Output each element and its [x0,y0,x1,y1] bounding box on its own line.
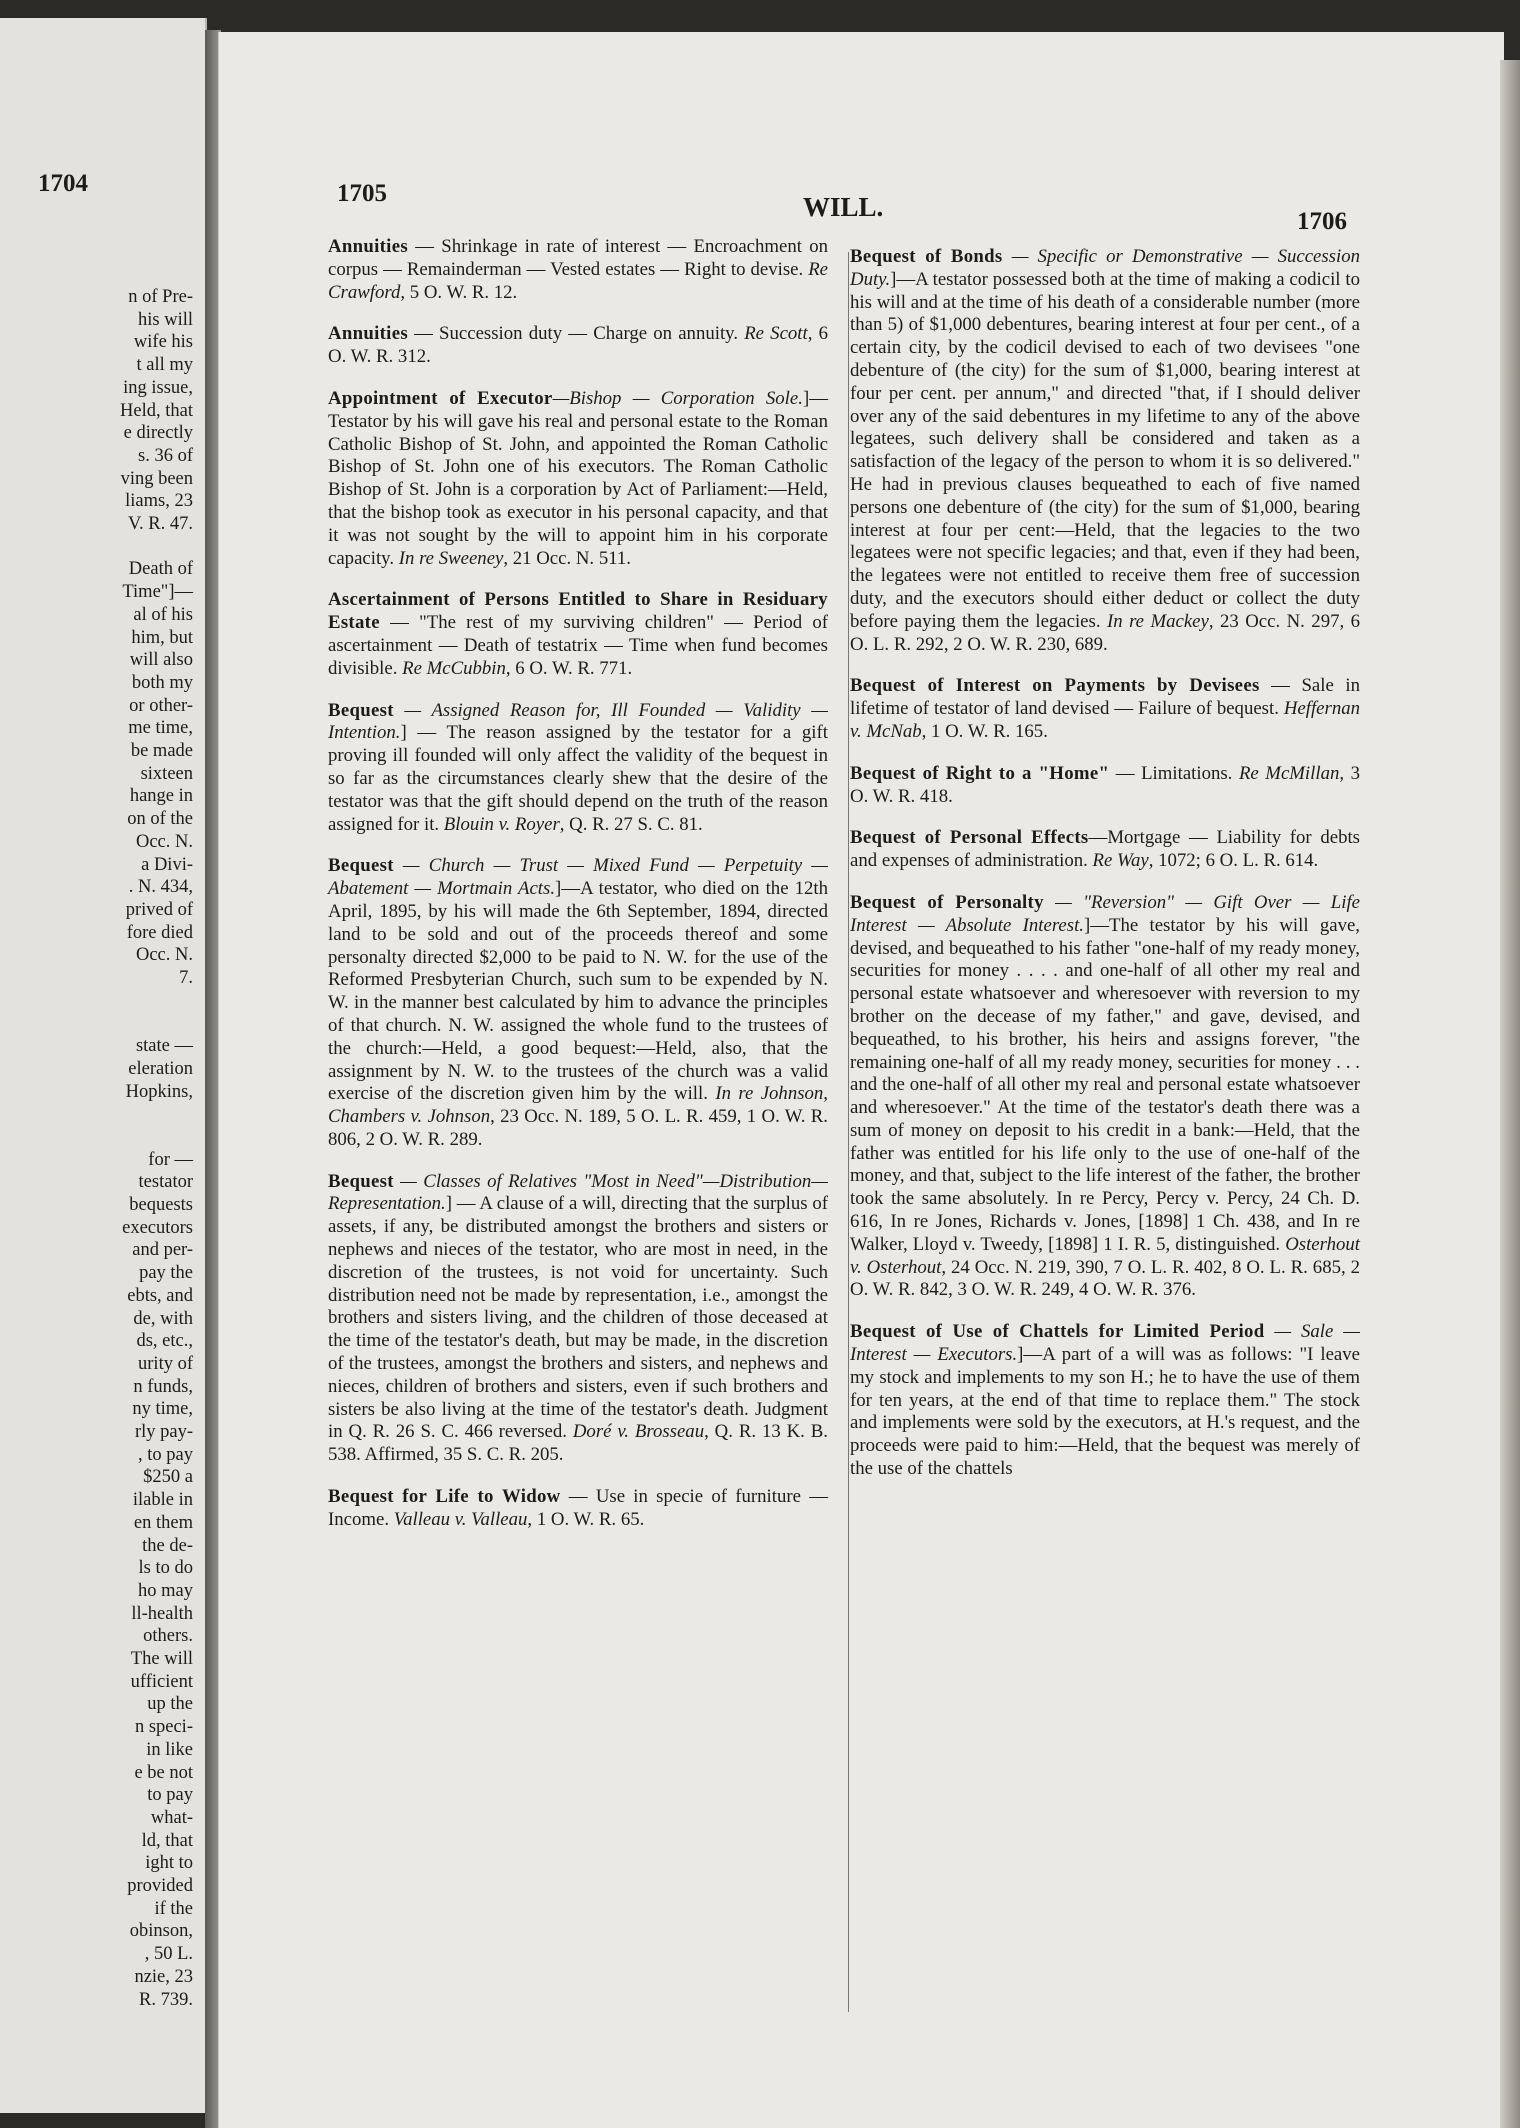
left-page-fragment: obinson, [129,1921,193,1942]
entry-tail: , 24 Occ. N. 219, 390, 7 O. L. R. 402, 8 O. L. R. 685, 2 O. W. R. 842, 3 O. W. R. 249, 4 O. W. R. 376. [850,1256,1361,1301]
left-page-fragment: ny time, [132,1399,193,1420]
entry-head: Bequest [328,699,394,721]
column-left [328,236,828,1551]
left-page-fragment: ls to do [138,1558,193,1579]
left-page-fragment: fore died [126,922,193,943]
entry-tail: , Q. R. 27 S. C. 81. [559,813,703,835]
entry-cite: Re Crawford [328,258,828,303]
left-page-fragment: or other- [129,695,193,716]
page-number-right: 1706 [1297,208,1347,235]
entry-body: ] — A clause of a will, directing that the surplus of assets, if any, be distributed amongst the brothers and sisters or nephews and nieces of the testator, who are most in need, in the discretion of the trustees, is not void for uncertainty. Such distribution need not be made by representation, i.e., amongst the brothers and sisters living, and the children of those deceased at the time of the testator's death, but may be made, in the discretion of the trustees, amongst the brothers and sisters, and nephews and nieces, children of brothers and sisters, even if such brothers and sisters be also living at the time of the testator's death. Judgment in Q. R. 26 S. C. 466 reversed. [328,1193,828,1443]
digest-entry [328,1486,828,1532]
left-page-fragment: n funds, [133,1376,193,1397]
left-page-fragment: the de- [142,1535,193,1556]
digest-entry [328,323,828,369]
digest-entry [850,1321,1360,1481]
left-page-fragment: nzie, 23 [134,1966,193,1987]
digest-entry [328,1171,828,1467]
entry-cite: Re Way [1092,850,1149,872]
entry-body: — "The rest of my surviving children" — Period of ascertainment — Death of testatrix — Time when fund becomes divisible. [328,612,828,679]
left-page-fragment: ll-health [131,1603,193,1624]
digest-entry [850,675,1360,743]
digest-entry [850,763,1360,809]
left-page-fragment: on of the [127,809,193,830]
digest-entry [328,589,828,680]
entry-tail: , 6 O. W. R. 312. [328,323,829,368]
entry-cite: Blouin v. Royer [443,813,560,835]
left-page-fragment: bequests [129,1195,193,1215]
column-divider [848,252,849,2012]
digest-entry [328,855,828,1151]
page-number-left: 1705 [337,180,387,207]
entry-tail: , 3 O. W. R. 418. [850,762,1360,807]
entry-cite: In re Sweeney [398,547,504,569]
left-page-fragment: testator [138,1172,193,1193]
entry-head: Bequest of Right to a "Home" [850,762,1110,784]
left-page-fragment: liams, 23 [125,491,193,512]
entry-tail: , 23 Occ. N. 189, 5 O. L. R. 459, 1 O. W. R. 806, 2 O. W. R. 289. [328,1106,828,1150]
entry-body: — Limitations. [1109,762,1239,784]
left-page-fragment: wife his [133,332,193,353]
left-page-fragment: up the [147,1694,193,1715]
left-page-fragment: to pay [147,1785,193,1806]
entry-head: Bequest of Bonds [850,246,1003,267]
digest-entry [850,892,1360,1302]
entry-tail: , 1072; 6 O. L. R. 614. [1148,850,1319,872]
left-page-fragment: . N. 434, [128,877,193,898]
left-page-fragment: state — [135,1036,193,1057]
left-page-fragment: , 50 L. [144,1944,193,1965]
entry-body: ]—Testator by his will gave his real and personal estate to the Roman Catholic Bishop of St. John, and appointed the Roman Catholic Bishop of St. John one of his executors. The Roman Catholic Bishop of St. John is a corporation by Act of Parliament:—Held, that the bishop took as executor in his personal capacity, and that it was not sought by the will to appoint him in his corporate capacity. [328,387,828,569]
left-page-fragment: $250 a [143,1467,193,1488]
left-page-fragment: al of his [133,604,193,625]
left-page-fragment: provided [127,1876,193,1896]
entry-cite: Osterhout v. Osterhout [850,1233,1360,1278]
entry-body: ]—A part of a will was as follows: "I leave my stock and implements to my son H.; he to have the use of them for ten years, at the end of that time to replace them." The stock and implements were sold by the executors, at H.'s request, and the proceeds were paid to him:—Held, that the bequest was merely of the use of the chattels [850,1344,1360,1480]
left-page-fragment: ho may [138,1580,193,1601]
left-page-fragment: e directly [123,423,193,444]
left-page-fragment: him, but [131,627,193,648]
left-page-fragment: if the [154,1898,193,1919]
left-page-fragment: Occ. N. [135,945,193,966]
left-page-fragment: ight to [145,1853,193,1874]
entry-tail: , Q. R. 13 K. B. 538. Affirmed, 35 S. C. R. 205. [328,1421,828,1466]
left-page-fragment: The will [130,1649,193,1669]
entry-cite: Re McMillan [1238,762,1340,784]
left-page-fragment: a Divi- [141,854,193,875]
entry-body: ]—A testator possessed both at the time of making a codicil to his will and at the time of his death of a considerable number (more than 5) of $1,000 debentures, bearing interest at four per cent., of a certain city, by the codicil devised to each of two devisees "one debenture of (the city) for the sum of $1,000, bearing interest at four per cent. per annum," and directed "that, if I should deliver over any of the said debentures in my lifetime to any of the above legatees, such delivery shall be considered and taken as a satisfaction of the legacy of the person to whom it is so delivered." He had in previous clauses bequeathed to each of five named persons one debenture of (the city) for the sum of $1,000, bearing interest at four per cent:—Held, that the legacies to the two legatees were not specific legacies; and that, even if they had been, the legatees were not entitled to receive them free of succession duty, and the executors should either deduct or collect the duty before paying them the legacies. [850,268,1360,632]
left-page-number: 1704 [38,170,88,197]
entry-tail: , 6 O. W. R. 771. [505,657,633,679]
entry-tail: , 1 O. W. R. 165. [921,720,1048,742]
left-page-fragment: ufficient [130,1671,193,1692]
entry-head: Annuities [328,323,408,345]
left-page-fragment: prived of [125,899,193,920]
left-page-fragment: eleration [128,1058,193,1079]
left-page-fragment: Held, that [120,400,193,421]
left-page-fragment: urity of [138,1353,193,1374]
entry-body: — Succession duty — Charge on annuity. [407,323,745,345]
left-page-fragment: both my [131,672,193,693]
left-page-fragment: e be not [134,1762,193,1783]
entry-sub: — Classes of Relatives "Most in Need"—Distribution—Representation. [328,1170,828,1215]
left-page-fragment: be made [130,741,193,761]
entry-sub: — Church — Trust — Mixed Fund — Perpetuity — Abatement — Mortmain Acts. [328,855,828,900]
left-page-fragment: n of Pre- [128,287,193,307]
entry-body: ]—A testator, who died on the 12th April, 1895, by his will made the 6th September, 1894, directed land to be sold and out of the proceeds thereof and some personalty directed $2,000 to be paid to N. W. for the use of the Reformed Presbyterian Church, such sum to be expended by N. W. in the manner best calculated by him to advance the principles of that church. N. W. assigned the whole fund to the trustees of the church:—Held, a good bequest:—Held, also, that the assignment by N. W. to the trustees of the church was a valid exercise of the discretion given him by the will. [328,878,828,1105]
entry-body: ]—The testator by his will gave, devised, and bequeathed to his father "one-half of my ready money, securities for money . . . . and one-half of all other my real and personal estate whatsoever and wheresoever with reversion to my brother on the decease of my father," and gave, devised, and bequeathed, to his brother, his heirs and assigns forever, "the remaining one-half of all my ready money, securities for money . . . and the one-half of all other my real and personal estate whatsoever and wheresoever." At the time of the testator's death there was a sum of money on deposit to his credit in a bank:—Held, that the father was entitled for his life only to the use of one-half of the money, and that, subject to the life interest of the father, the brother took the same absolutely. In re Percy, Percy v. Percy, 24 Ch. D. 616, In re Jones, Richards v. Jones, [1898] 1 Ch. 438, and In re Walker, Lloyd v. Tweedy, [1898] 1 I. R. 5, distinguished. [850,914,1360,1255]
left-page-fragment: en them [133,1512,193,1533]
entry-sub: — Sale — Interest — Executors. [850,1321,1360,1366]
entry-tail: , 21 Occ. N. 511. [503,547,631,569]
left-page-fragment: de, with [133,1308,193,1329]
left-page-fragment: ds, etc., [136,1331,193,1352]
left-page-fragment: sixteen [140,763,193,784]
left-page-fragment: ld, that [141,1830,193,1851]
left-page-fragment: s. 36 of [138,445,193,466]
digest-entry [328,700,828,837]
left-page-fragment: t all my [136,355,193,376]
left-page-fragment: Time"]— [122,582,193,603]
left-page-fragment: executors [122,1217,193,1238]
entry-sub: — Assigned Reason for, Ill Founded — Validity — Intention. [328,699,828,744]
entry-body: — Sale in lifetime of testator of land devised — Failure of bequest. [850,675,1360,720]
left-page-fragment: Death of [128,559,193,580]
entry-tail: , 5 O. W. R. 12. [400,281,518,303]
entry-head: Bequest of Personal Effects [850,827,1089,849]
entry-cite: In re Mackey [1106,610,1209,632]
left-page-fragment: , to pay [138,1444,193,1465]
entry-head: Bequest [328,1170,394,1192]
entry-head: Bequest [328,855,394,877]
page-edge [1500,60,1520,2128]
left-page-fragment: ilable in [132,1490,193,1511]
entry-head: Bequest for Life to Widow [328,1486,561,1508]
left-page-fragment: n speci- [134,1717,193,1738]
left-page-fragment: 7. [179,968,193,988]
digest-entry [850,827,1360,873]
entry-head: Bequest of Use of Chattels for Limited Period [850,1321,1265,1343]
entry-body: — Shrinkage in rate of interest — Encroachment on corpus — Remainderman — Vested estates — Right to devise. [328,236,828,280]
entry-body: — Use in specie of furniture — Income. [328,1486,828,1530]
left-page-fragment: for — [148,1149,193,1170]
entry-cite: In re Johnson, Chambers v. Johnson [328,1083,828,1128]
left-page-fragment: rly pay- [134,1422,193,1442]
entry-head: Annuities [328,236,408,257]
entry-sub: —Bishop — Corporation Sole. [552,387,803,409]
entry-head: Bequest of Interest on Payments by Devisees [850,675,1260,697]
entry-body: —Mortgage — Liability for debts and expenses of administration. [850,827,1360,872]
entry-head: Bequest of Personalty [850,891,1044,913]
digest-entry [328,388,828,570]
left-page-fragment: ving been [120,468,193,489]
left-page-fragment: others. [143,1626,193,1647]
left-page-fragment: and per- [132,1240,193,1261]
page-title: WILL. [803,192,884,222]
left-page-fragment: ing issue, [123,377,193,398]
digest-entry [328,236,828,304]
left-facing-page [0,18,207,2113]
entry-cite: Valleau v. Valleau [393,1508,528,1530]
entry-cite: Heffernan v. McNab [850,698,1360,742]
left-page-fragment: Occ. N. [135,831,193,852]
left-page-fragment: will also [129,650,193,671]
digest-entry [850,246,1360,656]
entry-body: ] — The reason assigned by the testator for a gift proving ill founded will only affect the validity of the bequest in so far as the circumstances clearly shew that the desire of the testator was that the gift should depend on the truth of the reason assigned for it. [328,722,828,835]
entry-head: Appointment of Executor [328,387,553,409]
entry-cite: Re McCubbin [402,657,506,679]
entry-sub: — "Reversion" — Gift Over — Life Interest — Absolute Interest. [850,891,1360,936]
entry-head: Ascertainment of Persons Entitled to Share in Residuary Estate [328,589,828,634]
left-page-fragment: V. R. 47. [128,514,193,534]
entry-cite: Doré v. Brosseau [572,1421,705,1443]
left-page-fragment: his will [138,309,193,330]
column-right [850,246,1360,1500]
left-page-fragment: in like [146,1739,193,1760]
left-page-fragment: what- [150,1807,193,1828]
left-page-fragment: hange in [129,786,193,807]
entry-cite: Re Scott [744,323,808,345]
left-page-fragment: R. 739. [139,1989,193,2010]
left-page-fragment: pay the [139,1263,193,1284]
entry-tail: , 23 Occ. N. 297, 6 O. L. R. 292, 2 O. W. R. 230, 689. [850,610,1361,655]
left-page-fragment: ebts, and [127,1285,193,1306]
entry-sub: — Specific or Demonstrative — Succession Duty. [850,246,1360,290]
left-page-fragment: Hopkins, [125,1081,193,1102]
entry-tail: , 1 O. W. R. 65. [527,1508,645,1530]
left-page-fragment: me time, [128,718,193,739]
